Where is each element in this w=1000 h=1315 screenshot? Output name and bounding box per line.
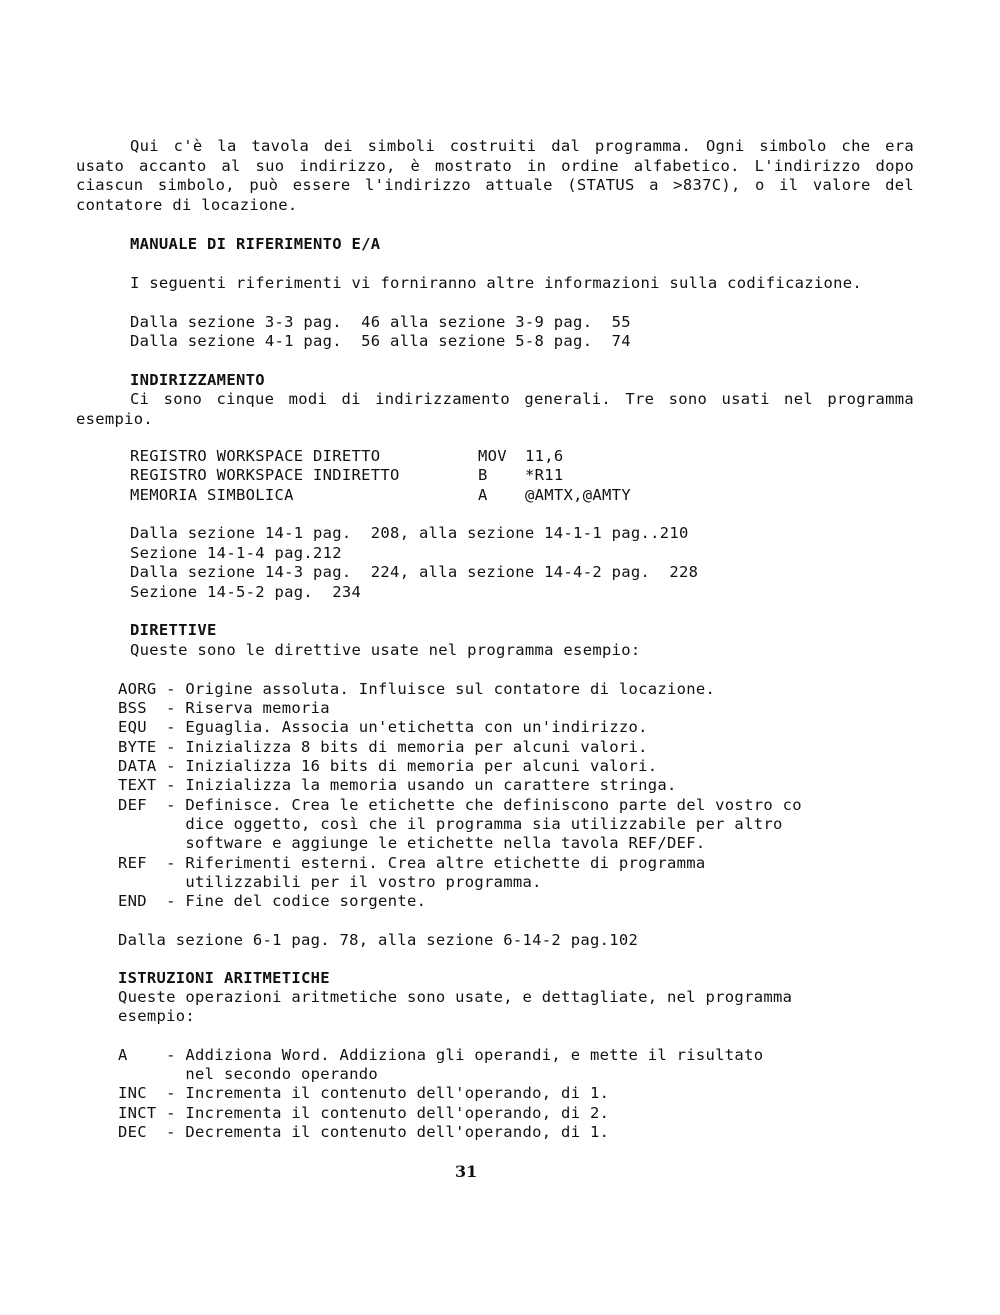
intro-line-2: usato accanto al suo indirizzo, è mostrato in ordine alfabetico. L'indirizzo dopo bbox=[76, 157, 914, 175]
intro-line-1: Qui c'è la tavola dei simboli costruiti dal programma. Ogni simbolo che era bbox=[130, 137, 914, 155]
mode-2-name: REGISTRO WORKSPACE INDIRETTO bbox=[130, 466, 400, 484]
directive-def-cont-2: software e aggiunge le etichette nella tavola REF/DEF. bbox=[118, 834, 706, 852]
directive-ref-cont: utilizzabili per il vostro programma. bbox=[118, 873, 542, 891]
directive-data: DATA - Inizializza 16 bits di memoria per alcuni valori. bbox=[118, 757, 658, 775]
mode-1-arg: 11,6 bbox=[525, 447, 564, 465]
directive-text: TEXT - Inizializza la memoria usando un carattere stringa. bbox=[118, 776, 677, 794]
arith-dec: DEC - Decrementa il contenuto dell'operando, di 1. bbox=[118, 1123, 610, 1141]
mode-1-op: MOV bbox=[478, 447, 507, 465]
mode-2-op: B bbox=[478, 466, 488, 484]
indirizzamento-line-1: Ci sono cinque modi di indirizzamento generali. Tre sono usati nel programma bbox=[130, 390, 914, 408]
indirizzamento-ref-3: Dalla sezione 14-3 pag. 224, alla sezione 14-4-2 pag. 228 bbox=[130, 563, 699, 581]
directive-equ: EQU - Eguaglia. Associa un'etichetta con un'indirizzo. bbox=[118, 718, 648, 736]
intro-line-3: ciascun simbolo, può essere l'indirizzo attuale (STATUS a >837C), o il valore del bbox=[76, 176, 914, 194]
indirizzamento-ref-2: Sezione 14-1-4 pag.212 bbox=[130, 544, 342, 562]
manuale-heading: MANUALE DI RIFERIMENTO E/A bbox=[130, 235, 381, 253]
directive-def-cont-1: dice oggetto, così che il programma sia utilizzabile per altro bbox=[118, 815, 783, 833]
directive-end: END - Fine del codice sorgente. bbox=[118, 892, 427, 910]
manuale-ref-1: Dalla sezione 3-3 pag. 46 alla sezione 3-9 pag. 55 bbox=[130, 313, 631, 331]
mode-3-name: MEMORIA SIMBOLICA bbox=[130, 486, 294, 504]
indirizzamento-heading: INDIRIZZAMENTO bbox=[130, 371, 265, 389]
manuale-text: I seguenti riferimenti vi forniranno altre informazioni sulla codificazione. bbox=[130, 274, 863, 292]
indirizzamento-ref-4: Sezione 14-5-2 pag. 234 bbox=[130, 583, 362, 601]
mode-2-arg: *R11 bbox=[525, 466, 564, 484]
direttive-heading: DIRETTIVE bbox=[130, 621, 217, 639]
directive-byte: BYTE - Inizializza 8 bits di memoria per alcuni valori. bbox=[118, 738, 648, 756]
indirizzamento-line-2: esempio. bbox=[76, 410, 154, 428]
directive-ref: REF - Riferimenti esterni. Crea altre etichette di programma bbox=[118, 854, 706, 872]
mode-3-op: A bbox=[478, 486, 488, 504]
arith-inct: INCT - Incrementa il contenuto dell'operando, di 2. bbox=[118, 1104, 610, 1122]
directive-bss: BSS - Riserva memoria bbox=[118, 699, 330, 717]
mode-1-name: REGISTRO WORKSPACE DIRETTO bbox=[130, 447, 381, 465]
aritmetiche-heading: ISTRUZIONI ARITMETICHE bbox=[118, 969, 330, 987]
direttive-ref: Dalla sezione 6-1 pag. 78, alla sezione 6-14-2 pag.102 bbox=[118, 931, 639, 949]
arith-a-cont: nel secondo operando bbox=[118, 1065, 379, 1083]
arith-inc: INC - Incrementa il contenuto dell'operando, di 1. bbox=[118, 1084, 610, 1102]
indirizzamento-ref-1: Dalla sezione 14-1 pag. 208, alla sezione 14-1-1 pag..210 bbox=[130, 524, 689, 542]
directive-def: DEF - Definisce. Crea le etichette che definiscono parte del vostro co bbox=[118, 796, 802, 814]
direttive-text: Queste sono le direttive usate nel programma esempio: bbox=[130, 641, 641, 659]
mode-3-arg: @AMTX,@AMTY bbox=[525, 486, 631, 504]
manuale-ref-2: Dalla sezione 4-1 pag. 56 alla sezione 5-8 pag. 74 bbox=[130, 332, 631, 350]
aritmetiche-line-2: esempio: bbox=[118, 1007, 196, 1025]
page-number: 31 bbox=[455, 1162, 478, 1181]
intro-line-4: contatore di locazione. bbox=[76, 196, 298, 214]
directive-aorg: AORG - Origine assoluta. Influisce sul contatore di locazione. bbox=[118, 680, 716, 698]
aritmetiche-line-1: Queste operazioni aritmetiche sono usate, e dettagliate, nel programma bbox=[118, 988, 793, 1006]
arith-a: A - Addiziona Word. Addiziona gli operandi, e mette il risultato bbox=[118, 1046, 764, 1064]
